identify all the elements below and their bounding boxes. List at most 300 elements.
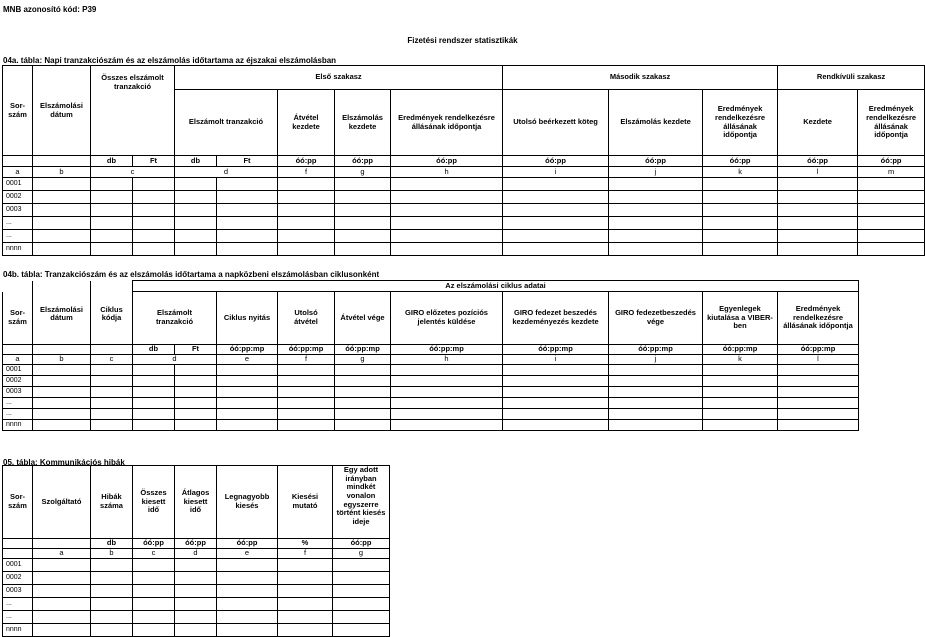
data-cell — [175, 230, 217, 243]
data-cell — [33, 243, 91, 256]
data-cell — [133, 204, 175, 217]
table-row — [3, 398, 859, 409]
table-row — [3, 217, 925, 230]
data-cell — [217, 376, 278, 387]
unit: óó:pp — [609, 156, 703, 167]
col-letter: g — [333, 549, 390, 559]
data-cell — [609, 420, 703, 431]
col-header: Eredmények rendelkezésre állásának időpontja — [778, 292, 859, 345]
data-cell — [609, 376, 703, 387]
data-cell — [91, 585, 133, 598]
col-header: Egy adott irányban mindkét vonalon egyszerre történt kiesés ideje — [333, 466, 390, 539]
unit: óó:pp:mp — [609, 345, 703, 355]
data-cell — [175, 365, 217, 376]
data-cell — [703, 230, 778, 243]
data-cell — [175, 191, 217, 204]
data-cell — [133, 585, 175, 598]
data-cell — [609, 230, 703, 243]
data-cell — [503, 420, 609, 431]
data-cell — [333, 598, 390, 611]
data-cell — [778, 365, 859, 376]
data-cell — [335, 376, 391, 387]
data-cell — [278, 572, 333, 585]
data-cell — [778, 217, 858, 230]
data-cell — [133, 230, 175, 243]
data-cell — [33, 365, 91, 376]
data-cell — [175, 559, 217, 572]
col-letter: k — [703, 355, 778, 365]
data-cell — [133, 598, 175, 611]
table-04a-title: 04a. tábla: Napi tranzakciószám és az elszámolás időtartama az éjszakai elszámolásban — [3, 56, 337, 65]
data-cell — [778, 387, 859, 398]
unit: db — [133, 345, 175, 355]
data-cell — [335, 217, 391, 230]
table-row — [3, 376, 859, 387]
unit: óó:pp:mp — [278, 345, 335, 355]
row-number: 0002 — [3, 376, 33, 387]
col-letter: b — [33, 167, 91, 178]
col-letter: l — [778, 355, 859, 365]
col-total: Összes elszámolt tranzakció — [91, 66, 175, 156]
data-cell — [91, 598, 133, 611]
unit: óó:pp — [278, 156, 335, 167]
col-letter: a — [33, 549, 91, 559]
col-letter: a — [3, 355, 33, 365]
unit: db — [91, 539, 133, 549]
data-cell — [335, 420, 391, 431]
table-row — [3, 598, 390, 611]
col-sorszam: Sor- szám — [3, 66, 33, 156]
data-cell — [391, 387, 503, 398]
data-cell — [333, 585, 390, 598]
data-cell — [391, 420, 503, 431]
col-letter: j — [609, 355, 703, 365]
data-cell — [778, 409, 859, 420]
data-cell — [503, 398, 609, 409]
data-cell — [778, 204, 858, 217]
data-cell — [175, 420, 217, 431]
table-04a-body — [3, 178, 925, 256]
col-header: GIRO előzetes pozíciós jelentés küldése — [391, 292, 503, 345]
table-04b-title: 04b. tábla: Tranzakciószám és az elszámolás időtartama a napközbeni elszámolásban ciklusonként — [3, 270, 380, 279]
unit: óó:pp — [703, 156, 778, 167]
data-cell — [133, 398, 175, 409]
col-date: Elszámolási dátum — [33, 66, 91, 156]
data-cell — [335, 204, 391, 217]
data-cell — [503, 191, 609, 204]
group-first-phase: Első szakasz — [175, 66, 503, 90]
data-cell — [609, 409, 703, 420]
data-cell — [175, 387, 217, 398]
data-cell — [278, 376, 335, 387]
unit: óó:pp — [217, 539, 278, 549]
unit: óó:pp — [503, 156, 609, 167]
table-row — [3, 178, 925, 191]
col-header: Eredmények rendelkezésre állásának időpontja — [391, 90, 503, 156]
data-cell — [703, 387, 778, 398]
data-cell — [91, 243, 133, 256]
unit: db — [91, 156, 133, 167]
data-cell — [858, 204, 925, 217]
data-cell — [91, 624, 133, 637]
col-header: Kiesési mutató — [278, 466, 333, 539]
unit: % — [278, 539, 333, 549]
data-cell — [217, 365, 278, 376]
data-cell — [133, 243, 175, 256]
data-cell — [33, 598, 91, 611]
data-cell — [335, 230, 391, 243]
data-cell — [217, 191, 278, 204]
data-cell — [33, 611, 91, 624]
row-number: 0001 — [3, 178, 33, 191]
data-cell — [217, 572, 278, 585]
data-cell — [91, 230, 133, 243]
unit: óó:pp:mp — [217, 345, 278, 355]
data-cell — [33, 387, 91, 398]
col-header: Egyenlegek kiutalása a VIBER- ben — [703, 292, 778, 345]
data-cell — [91, 559, 133, 572]
col-header: Utolsó átvétel — [278, 292, 335, 345]
unit: óó:pp — [391, 156, 503, 167]
data-cell — [175, 243, 217, 256]
col-letter: f — [278, 549, 333, 559]
data-cell — [33, 409, 91, 420]
data-cell — [33, 376, 91, 387]
data-cell — [217, 387, 278, 398]
data-cell — [703, 420, 778, 431]
data-cell — [278, 409, 335, 420]
data-cell — [175, 217, 217, 230]
data-cell — [703, 204, 778, 217]
col-letter: c — [91, 355, 133, 365]
data-cell — [217, 585, 278, 598]
data-cell — [91, 398, 133, 409]
data-cell — [391, 204, 503, 217]
data-cell — [858, 178, 925, 191]
table-05 — [2, 465, 390, 637]
col-letter: c — [91, 167, 175, 178]
col-letter: e — [217, 355, 278, 365]
data-cell — [175, 585, 217, 598]
row-number: ... — [3, 409, 33, 420]
unit: óó:pp — [335, 156, 391, 167]
data-cell — [133, 624, 175, 637]
data-cell — [91, 572, 133, 585]
data-cell — [175, 376, 217, 387]
data-cell — [858, 191, 925, 204]
col-letter: a — [3, 167, 33, 178]
col-letter: k — [703, 167, 778, 178]
data-cell — [133, 376, 175, 387]
data-cell — [703, 365, 778, 376]
data-cell — [335, 178, 391, 191]
data-cell — [278, 624, 333, 637]
data-cell — [778, 420, 859, 431]
data-cell — [91, 611, 133, 624]
data-cell — [333, 611, 390, 624]
table-row — [3, 409, 859, 420]
data-cell — [175, 572, 217, 585]
table-row — [3, 559, 390, 572]
data-cell — [703, 217, 778, 230]
data-cell — [278, 243, 335, 256]
row-number: ... — [3, 611, 33, 624]
col-letter: h — [391, 355, 503, 365]
col-header: Átvétel kezdete — [278, 90, 335, 156]
col-header: Eredmények rendelkezésre állásának időpontja — [703, 90, 778, 156]
data-cell — [391, 398, 503, 409]
table-row — [3, 572, 390, 585]
unit: óó:pp — [133, 539, 175, 549]
data-cell — [278, 585, 333, 598]
data-cell — [91, 376, 133, 387]
data-cell — [91, 217, 133, 230]
data-cell — [175, 598, 217, 611]
data-cell — [335, 365, 391, 376]
data-cell — [217, 598, 278, 611]
data-cell — [609, 204, 703, 217]
group-cycle-data: Az elszámolási ciklus adatai — [133, 281, 859, 292]
data-cell — [278, 387, 335, 398]
table-row — [3, 365, 859, 376]
data-cell — [391, 376, 503, 387]
unit: Ft — [175, 345, 217, 355]
unit: óó:pp:mp — [335, 345, 391, 355]
col-header: Elszámolt tranzakció — [175, 90, 278, 156]
unit: Ft — [133, 156, 175, 167]
data-cell — [91, 178, 133, 191]
row-number: nnnn — [3, 243, 33, 256]
data-cell — [133, 409, 175, 420]
row-number: ... — [3, 598, 33, 611]
page-title: Fizetési rendszer statisztikák — [407, 36, 518, 45]
data-cell — [175, 398, 217, 409]
table-row — [3, 624, 390, 637]
row-number: 0003 — [3, 387, 33, 398]
data-cell — [217, 204, 278, 217]
col-header: Utolsó beérkezett köteg — [503, 90, 609, 156]
data-cell — [133, 178, 175, 191]
data-cell — [703, 243, 778, 256]
data-cell — [778, 191, 858, 204]
data-cell — [175, 178, 217, 191]
col-header: Elszámolás kezdete — [609, 90, 703, 156]
data-cell — [33, 191, 91, 204]
data-cell — [333, 572, 390, 585]
data-cell — [133, 217, 175, 230]
col-header: Szolgáltató — [33, 466, 91, 539]
data-cell — [778, 243, 858, 256]
data-cell — [503, 365, 609, 376]
data-cell — [133, 572, 175, 585]
data-cell — [217, 409, 278, 420]
data-cell — [333, 624, 390, 637]
data-cell — [278, 559, 333, 572]
data-cell — [33, 572, 91, 585]
data-cell — [335, 191, 391, 204]
col-sorszam: Sor- szám — [3, 292, 33, 345]
unit: db — [175, 156, 217, 167]
data-cell — [175, 624, 217, 637]
table-row — [3, 611, 390, 624]
data-cell — [278, 204, 335, 217]
group-second-phase: Második szakasz — [503, 66, 778, 90]
col-letter: d — [175, 549, 217, 559]
col-header: Hibák száma — [91, 466, 133, 539]
table-row — [3, 585, 390, 598]
data-cell — [778, 398, 859, 409]
data-cell — [33, 178, 91, 191]
col-letter: g — [335, 167, 391, 178]
col-header: Eredmények rendelkezésre állásának időpontja — [858, 90, 925, 156]
data-cell — [703, 191, 778, 204]
data-cell — [278, 217, 335, 230]
row-number: 0002 — [3, 191, 33, 204]
data-cell — [391, 178, 503, 191]
data-cell — [33, 230, 91, 243]
col-letter: i — [503, 355, 609, 365]
data-cell — [91, 365, 133, 376]
col-sorszam: Sor- szám — [3, 466, 33, 539]
table-row — [3, 191, 925, 204]
data-cell — [33, 559, 91, 572]
data-cell — [217, 178, 278, 191]
data-cell — [391, 217, 503, 230]
data-cell — [609, 387, 703, 398]
data-cell — [91, 409, 133, 420]
col-header: Kezdete — [778, 90, 858, 156]
data-cell — [609, 243, 703, 256]
data-cell — [278, 598, 333, 611]
table-04b-body — [3, 365, 859, 431]
unit: óó:pp — [333, 539, 390, 549]
row-number: ... — [3, 230, 33, 243]
data-cell — [33, 217, 91, 230]
data-cell — [503, 204, 609, 217]
col-header: Összes kiesett idő — [133, 466, 175, 539]
col-letter: b — [33, 355, 91, 365]
table-row — [3, 204, 925, 217]
data-cell — [133, 191, 175, 204]
data-cell — [217, 230, 278, 243]
data-cell — [778, 230, 858, 243]
unit: óó:pp:mp — [503, 345, 609, 355]
data-cell — [33, 585, 91, 598]
col-letter: c — [133, 549, 175, 559]
unit: óó:pp — [175, 539, 217, 549]
data-cell — [91, 420, 133, 431]
data-cell — [609, 365, 703, 376]
data-cell — [33, 420, 91, 431]
data-cell — [217, 243, 278, 256]
data-cell — [391, 230, 503, 243]
data-cell — [91, 387, 133, 398]
unit: óó:pp:mp — [703, 345, 778, 355]
col-letter: e — [217, 549, 278, 559]
data-cell — [91, 204, 133, 217]
table-row — [3, 243, 925, 256]
table-05-body — [3, 559, 390, 637]
row-number: nnnn — [3, 420, 33, 431]
data-cell — [778, 376, 859, 387]
data-cell — [217, 398, 278, 409]
data-cell — [703, 409, 778, 420]
data-cell — [278, 230, 335, 243]
col-header: Elszámolás kezdete — [335, 90, 391, 156]
data-cell — [335, 387, 391, 398]
data-cell — [175, 204, 217, 217]
group-extraordinary-phase: Rendkívüli szakasz — [778, 66, 925, 90]
data-cell — [133, 420, 175, 431]
data-cell — [503, 217, 609, 230]
row-number: 0003 — [3, 204, 33, 217]
data-cell — [503, 387, 609, 398]
row-number: ... — [3, 217, 33, 230]
col-letter: l — [778, 167, 858, 178]
data-cell — [278, 420, 335, 431]
data-cell — [503, 243, 609, 256]
col-header: Ciklus nyitás — [217, 292, 278, 345]
data-cell — [391, 191, 503, 204]
data-cell — [217, 559, 278, 572]
data-cell — [133, 387, 175, 398]
row-number: 0002 — [3, 572, 33, 585]
table-row — [3, 387, 859, 398]
data-cell — [503, 230, 609, 243]
col-letter: d — [175, 167, 278, 178]
col-letter: g — [335, 355, 391, 365]
data-cell — [133, 611, 175, 624]
data-cell — [175, 409, 217, 420]
col-letter: d — [133, 355, 217, 365]
data-cell — [278, 611, 333, 624]
data-cell — [278, 365, 335, 376]
col-cycle: Ciklus kódja — [91, 292, 133, 345]
data-cell — [778, 178, 858, 191]
data-cell — [217, 624, 278, 637]
data-cell — [391, 365, 503, 376]
data-cell — [503, 376, 609, 387]
data-cell — [133, 559, 175, 572]
table-05-title: 05. tábla: Kommunikációs hibák — [3, 458, 125, 467]
row-number: nnnn — [3, 624, 33, 637]
data-cell — [278, 398, 335, 409]
data-cell — [333, 559, 390, 572]
data-cell — [335, 243, 391, 256]
data-cell — [703, 398, 778, 409]
data-cell — [91, 191, 133, 204]
col-header: GIRO fedezet beszedés kezdeményezés kezdete — [503, 292, 609, 345]
row-number: 0001 — [3, 559, 33, 572]
table-04a — [2, 65, 925, 256]
unit: Ft — [217, 156, 278, 167]
data-cell — [391, 243, 503, 256]
col-letter: i — [503, 167, 609, 178]
data-cell — [33, 398, 91, 409]
data-cell — [858, 230, 925, 243]
col-header: Legnagyobb kiesés — [217, 466, 278, 539]
col-letter: f — [278, 355, 335, 365]
data-cell — [858, 217, 925, 230]
data-cell — [503, 178, 609, 191]
col-header: GIRO fedezetbeszedés vége — [609, 292, 703, 345]
data-cell — [335, 398, 391, 409]
unit: óó:pp — [778, 156, 858, 167]
data-cell — [391, 409, 503, 420]
data-cell — [33, 204, 91, 217]
form-code: MNB azonosító kód: P39 — [3, 5, 97, 14]
data-cell — [217, 420, 278, 431]
